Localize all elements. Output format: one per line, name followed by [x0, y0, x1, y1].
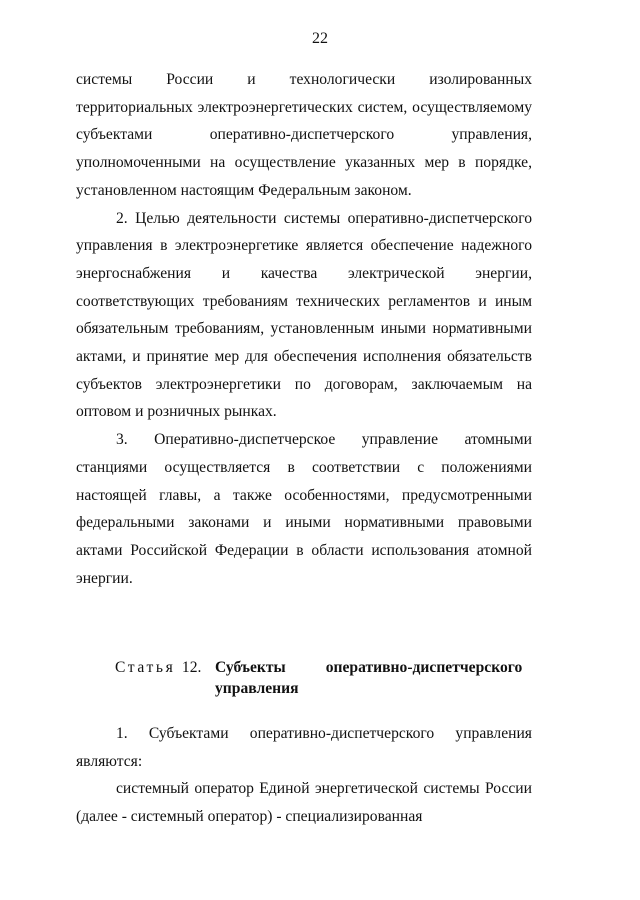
article-title — [215, 657, 522, 699]
article-paragraph-1: 1. Субъектами оперативно-диспетчерского управления являются: — [76, 725, 532, 770]
article-title-line2: управления — [215, 680, 299, 697]
article-heading — [115, 657, 535, 699]
article-title-part1: Субъекты — [215, 659, 286, 676]
article-label — [115, 657, 215, 699]
document-body — [76, 66, 532, 592]
page-number: 22 — [312, 30, 328, 47]
paragraph-item-2: 2. Целью деятельности системы оперативно-диспетчерского управления в электроэнергетике является обеспечение надежного энергоснабжения и качества электрической энергии, соответствующих требованиям технических регламентов и иным обязательным требованиям, установленным иными нормативными актами, и принятие мер для обеспечения исполнения обязательств субъектов электроэнергетики по договорам, заключаемым на оптовом и розничных рынках. — [76, 209, 532, 421]
article-paragraph-2: системный оператор Единой энергетической системы России (далее - системный оператор) - специализированная — [76, 780, 532, 826]
paragraph-item-3: 3. Оперативно-диспетчерское управление атомными станциями осуществляется в соответствии с положениями настоящей главы, а также особенностями, предусмотренными федеральными законами и иными нормативными правовыми актами Российской Федерации в области использования атомной энергии. — [76, 431, 532, 587]
article-word: Статья — [115, 659, 176, 676]
article-number: 12. — [181, 659, 202, 676]
article-title-part2: оперативно-диспетчерского — [325, 659, 523, 676]
paragraph-continuation: системы России и технологически изолированных территориальных электроэнергетических систем, осуществляемому субъектами оперативно-диспетчерского управления, уполномоченными на осуществление указанных мер в порядке, установленном настоящим Федеральным законом. — [76, 71, 532, 199]
article-body — [76, 720, 532, 831]
